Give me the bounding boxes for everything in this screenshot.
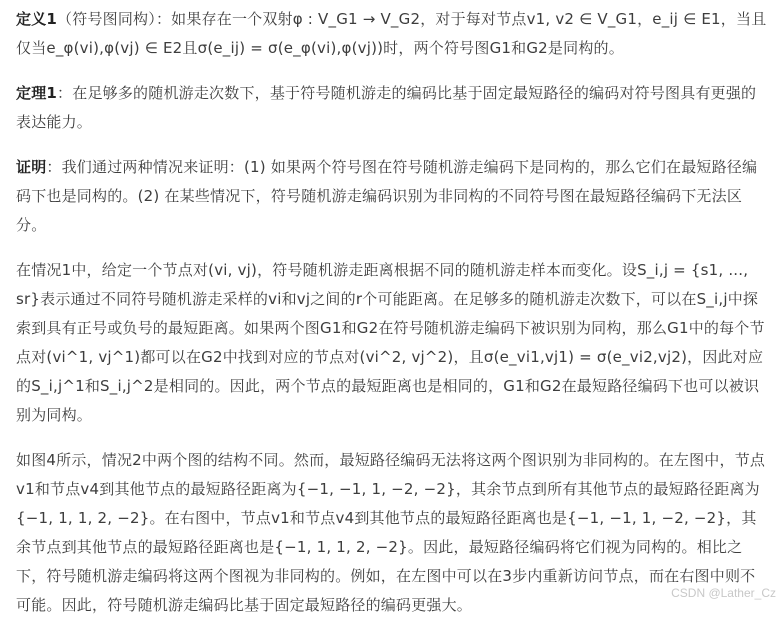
proof-text: ：我们通过两种情况来证明：(1) 如果两个符号图在符号随机游走编码下是同构的，那么它们在最短路径编码下也是同构的。(2) 在某些情况下，符号随机游走编码识别为非同构的不同符号图在最短路径编码下无法区分。: [16, 158, 758, 234]
case-2-paragraph: [16, 446, 768, 620]
case-2-text: 如图4所示，情况2中两个图的结构不同。然而，最短路径编码无法将这两个图识别为非同构的。在左图中，节点v1和节点v4到其他节点的最短路径距离为{−1, −1, 1, −2, −2}，其余节点到所有其他节点的最短路径距离为{−1, 1, 1, 2, −2}。在右图中，节点v1和节点v4到其他节点的最短路径距离也是{−1, −1, 1, −2, −2}，其余节点到其他节点的最短路径距离也是{−1, 1, 1, 2, −2}。因此，最短路径编码将它们视为同构的。相比之下，符号随机游走编码将这两个图视为非同构的。例如，在左图中可以在3步内重新访问节点，而在右图中则不可能。因此，符号随机游走编码比基于固定最短路径的编码更强大。: [16, 451, 766, 614]
theorem-label: 定理1: [16, 84, 58, 102]
proof-label: 证明: [16, 158, 47, 176]
definition-label: 定义1: [16, 10, 58, 28]
theorem-paragraph: [16, 79, 768, 137]
theorem-text: ：在足够多的随机游走次数下，基于符号随机游走的编码比基于固定最短路径的编码对符号图具有更强的表达能力。: [16, 84, 757, 131]
watermark: CSDN @Lather_Cz: [671, 586, 776, 600]
document-body: [16, 0, 768, 620]
proof-paragraph: [16, 153, 768, 240]
definition-text: （符号图同构）：如果存在一个双射φ : V_G1 → V_G2，对于每对节点v1, v2 ∈ V_G1，e_ij ∈ E1，当且仅当e_φ(vi),φ(vj) ∈ E2且σ(e_ij) = σ(e_φ(vi),φ(vj))时，两个符号图G1和G2是同构的。: [16, 10, 767, 57]
case-1-paragraph: [16, 256, 768, 430]
definition-paragraph: [16, 5, 768, 63]
case-1-text: 在情况1中，给定一个节点对(vi, vj)，符号随机游走距离根据不同的随机游走样本而变化。设S_i,j = {s1, ..., sr}表示通过不同符号随机游走采样的vi和vj之间的r个可能距离。在足够多的随机游走次数下，可以在S_i,j中探索到具有正号或负号的最短距离。如果两个图G1和G2在符号随机游走编码下被识别为同构，那么G1中的每个节点对(vi^1, vj^1)都可以在G2中找到对应的节点对(vi^2, vj^2)，且σ(e_vi1,vj1) = σ(e_vi2,vj2)，因此对应的S_i,j^1和S_i,j^2是相同的。因此，两个节点的最短距离也是相同的，G1和G2在最短路径编码下也可以被识别为同构。: [16, 261, 765, 424]
